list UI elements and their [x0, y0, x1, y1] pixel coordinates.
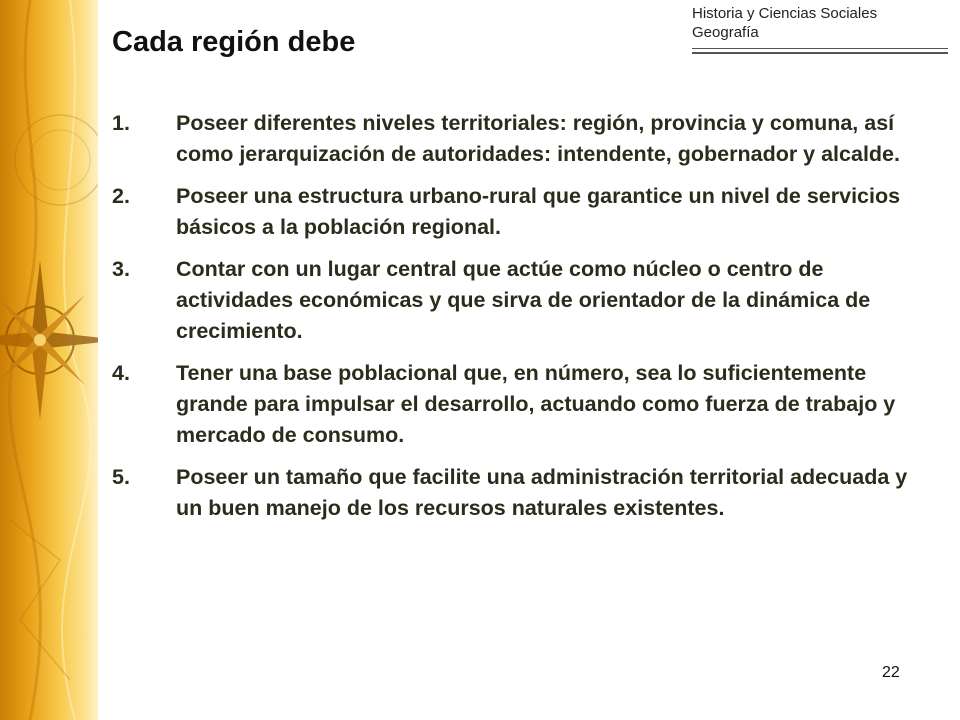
item-text: Poseer un tamaño que facilite una administración territorial adecuada y un buen manejo de los recursos naturales existentes. — [176, 465, 908, 520]
item-number: 3. — [112, 257, 130, 281]
item-number: 5. — [112, 465, 130, 489]
item-text: Contar con un lugar central que actúe como núcleo o centro de actividades económicas y que sirva de orientador de la dinámica de crecimiento. — [176, 257, 871, 343]
requirements-list — [112, 108, 912, 535]
item-number: 2. — [112, 184, 130, 208]
subject-line: Historia y Ciencias Sociales — [692, 5, 878, 22]
list-item — [112, 108, 912, 170]
list-item — [112, 181, 912, 243]
item-text: Poseer una estructura urbano-rural que garantice un nivel de servicios básicos a la población regional. — [176, 184, 901, 239]
subject-subline: Geografía — [692, 24, 759, 41]
subject-header — [692, 4, 948, 54]
header-divider-thick — [692, 52, 948, 54]
list-item — [112, 254, 912, 347]
item-text: Tener una base poblacional que, en número, sea lo suficientemente grande para impulsar el desarrollo, actuando como fuerza de trabajo y mercado de consumo. — [176, 361, 896, 447]
list-item — [112, 462, 912, 524]
compass-rose-icon — [0, 0, 98, 720]
list-item — [112, 358, 912, 451]
header-divider — [692, 48, 948, 49]
item-number: 4. — [112, 361, 130, 385]
item-text: Poseer diferentes niveles territoriales: región, provincia y comuna, así como jerarquización de autoridades: intendente, gobernador y alcalde. — [176, 111, 900, 166]
slide-title: Cada región debe — [112, 26, 356, 58]
item-number: 1. — [112, 111, 130, 135]
page-number: 22 — [882, 664, 900, 681]
decorative-side-strip — [0, 0, 98, 720]
